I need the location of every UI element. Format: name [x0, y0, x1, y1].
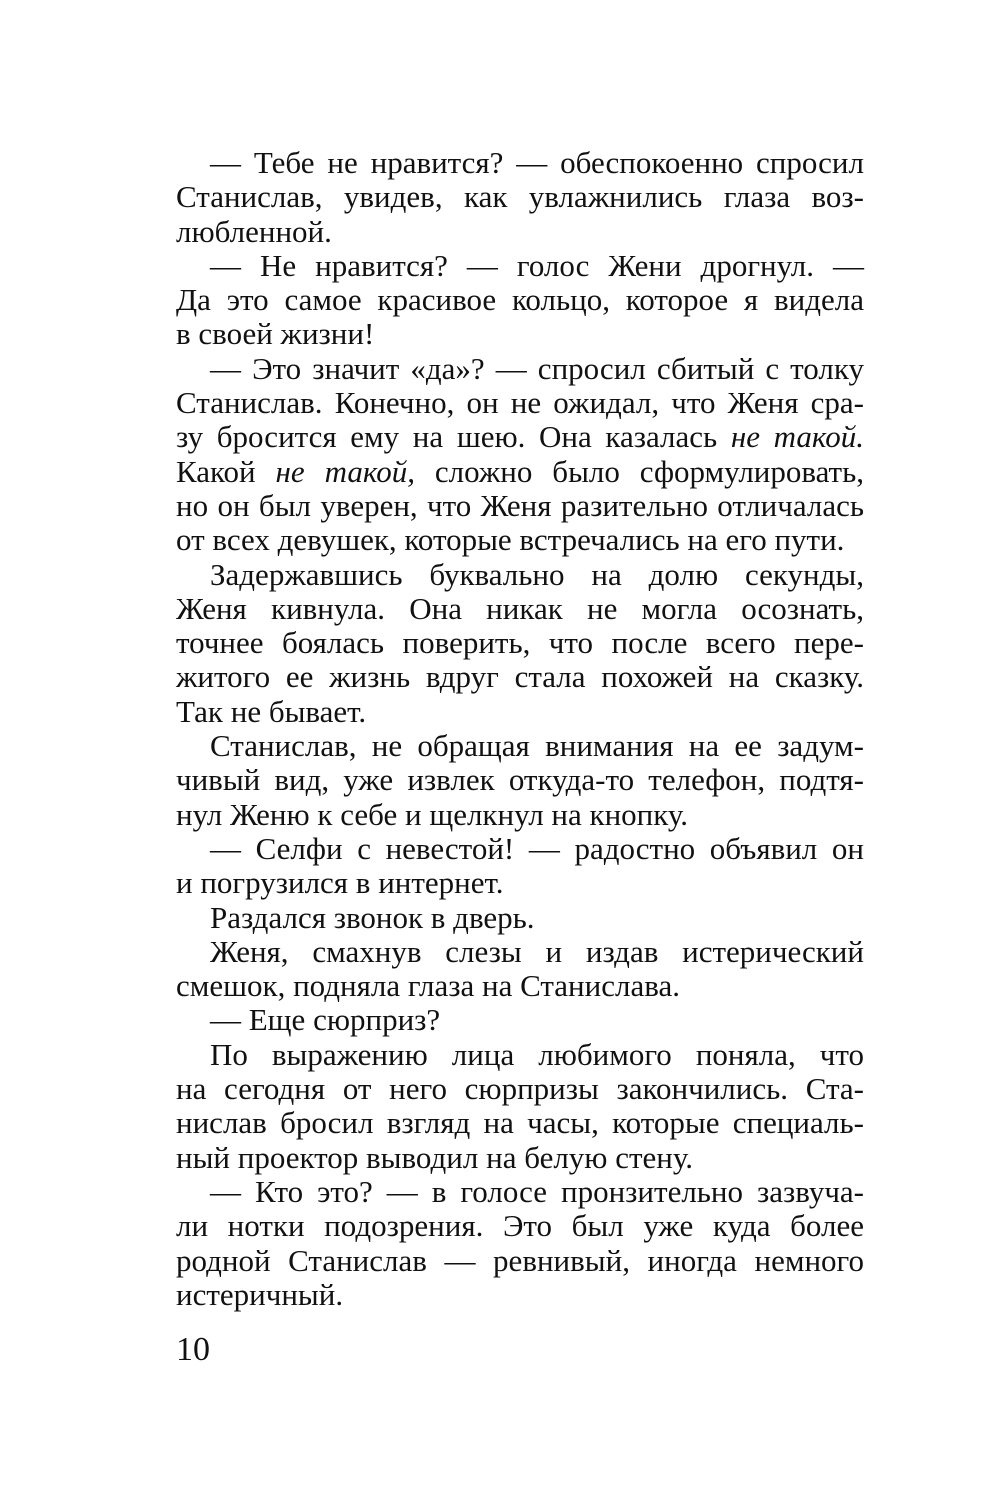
text-line: Станислав, увидев, как увлажнились глаза воз-: [176, 179, 864, 215]
text-line: — Не нравится? — голос Жени дрогнул. —: [210, 247, 864, 283]
text-line: на сегодня от него сюрпризы закончились. Ста-: [176, 1071, 864, 1107]
text-line: Станислав, не обращая внимания на ее задум-: [210, 728, 864, 764]
text-line: и погрузился в интернет.: [176, 865, 504, 901]
page-number: 10: [176, 1331, 210, 1368]
text-line: Так не бывает.: [176, 693, 367, 729]
text-line: Раздался звонок в дверь.: [210, 899, 535, 935]
text-line: ный проектор выводил на белую стену.: [176, 1139, 694, 1175]
text-line: Да это самое красивое кольцо, которое я видела: [176, 282, 864, 318]
text-line: [176, 420, 864, 454]
body-text: [176, 146, 864, 1312]
text-line: от всех девушек, которые встречались на его пути.: [176, 522, 845, 558]
text-line: — Селфи с невестой! — радостно объявил он: [210, 830, 864, 866]
italic-text: не такой,: [275, 453, 415, 489]
italic-text: не такой.: [730, 419, 864, 455]
text-line: родной Станислав — ревнивый, иногда немного: [176, 1242, 864, 1278]
text-line: — Тебе не нравится? — обеспокоенно спросил: [210, 145, 864, 180]
text-segment: сложно было сформулировать,: [414, 453, 864, 489]
text-line: житого ее жизнь вдруг стала похожей на сказку.: [176, 659, 864, 695]
text-line: Задержавшись буквально на долю секунды,: [210, 556, 864, 592]
text-line: — Еще сюрприз?: [210, 1002, 441, 1038]
text-segment: зу бросится ему на шею. Она казалась: [176, 419, 731, 455]
text-line: в своей жизни!: [176, 316, 375, 352]
text-line: ли нотки подозрения. Это был уже куда более: [176, 1208, 864, 1244]
text-segment: Какой: [176, 453, 276, 489]
text-line: По выражению лица любимого поняла, что: [210, 1036, 864, 1072]
text-line: — Кто это? — в голосе пронзительно зазвуча-: [210, 1173, 864, 1209]
text-line: смешок, подняла глаза на Станислава.: [176, 968, 680, 1004]
text-line: но он был уверен, что Женя разительно отличалась: [176, 487, 864, 523]
text-line: Станислав. Конечно, он не ожидал, что Женя сра-: [176, 385, 864, 421]
text-line: точнее боялась поверить, что после всего пере-: [176, 625, 864, 661]
text-line: — Это значит «да»? — спросил сбитый с толку: [210, 350, 864, 386]
text-line: [176, 455, 864, 489]
text-line: чивый вид, уже извлек откуда-то телефон, подтя-: [176, 762, 864, 798]
text-line: любленной.: [176, 213, 332, 249]
text-line: истеричный.: [176, 1276, 344, 1312]
text-line: Женя, смахнув слезы и издав истерический: [210, 933, 864, 969]
text-line: нул Женю к себе и щелкнул на кнопку.: [176, 796, 689, 832]
text-line: нислав бросил взгляд на часы, которые специаль-: [176, 1105, 864, 1141]
text-line: Женя кивнула. Она никак не могла осознать,: [176, 590, 864, 626]
